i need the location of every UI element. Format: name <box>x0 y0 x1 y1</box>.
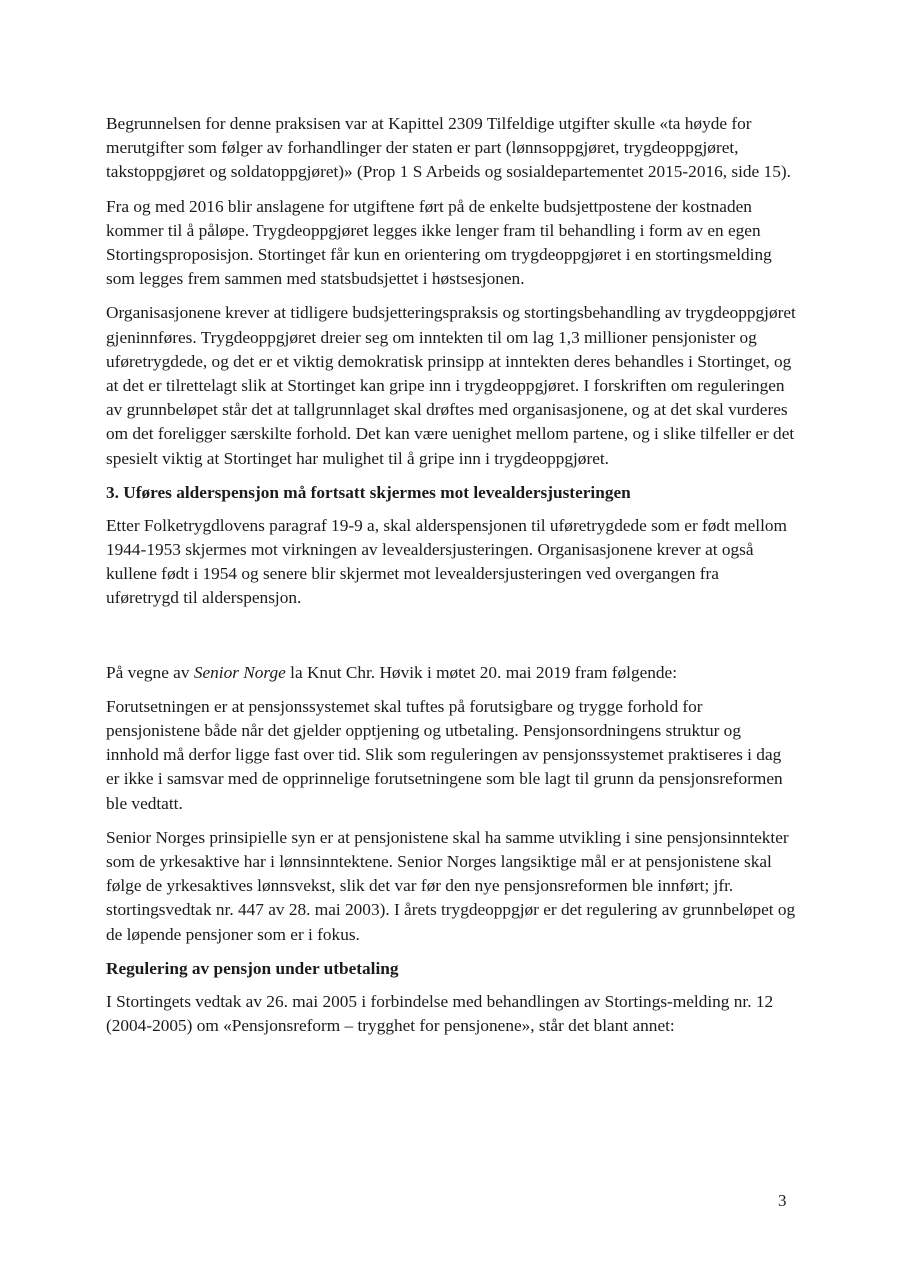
paragraph-senior-norge-intro <box>106 661 796 685</box>
paragraph-prinsipielle-syn: Senior Norges prinsipielle syn er at pensjonistene skal ha samme utvikling i sine pensjonsinntekter som de yrkesaktive har i lønnsinntektene. Senior Norges langsiktige mål er at pensjonistene skal følge de yrkesaktives lønnsvekst, slik det var før den nye pensjonsreformen ble innført; jfr. stortingsvedtak nr. 447 av 28. mai 2003). I årets trygdeoppgjør er det regulering av grunnbeløpet og de løpende pensjoner som er i fokus. <box>106 827 796 944</box>
section-spacer <box>106 621 796 661</box>
paragraph-begrunnelsen: Begrunnelsen for denne praksisen var at Kapittel 2309 Tilfeldige utgifter skulle «ta høyde for merutgifter som følger av forhandlinger der staten er part (lønnsoppgjøret, trygdeoppgjøret, takstoppgjøret og soldatoppgjøret)» (Prop 1 S Arbeids og sosialdepartementet 2015-2016, side 15). <box>106 114 791 182</box>
paragraph-forutsetningen: Forutsetningen er at pensjonssystemet skal tuftes på forutsigbare og trygge forhold for pensjonistene både når det gjelder opptjening og utbetaling. Pensjonsordningens struktur og innhold må derfor ligge fast over tid. Slik som reguleringen av pensjonssystemet praktiseres i dag er ikke i samsvar med de opprinnelige forutsetningene som ble lagt til grunn da pensjonsreformen ble vedtatt. <box>106 696 783 813</box>
page-number: 3 <box>778 1191 787 1210</box>
document-body <box>106 112 796 1048</box>
section-heading-regulering: Regulering av pensjon under utbetaling <box>106 958 399 978</box>
intro-text-after: la Knut Chr. Høvik i møtet 20. mai 2019 fram følgende: <box>285 662 678 682</box>
organization-name: Senior Norge <box>193 662 286 682</box>
paragraph-folketrygdloven: Etter Folketrygdlovens paragraf 19-9 a, skal alderspensjonen til uføretrygdede som er født mellom 1944-1953 skjermes mot virkningen av levealdersjusteringen. Organisasjonene krever at også kullene født i 1954 og senere blir skjermet mot levealdersjusteringen ved overgangen fra uføretrygd til alderspensjon. <box>106 515 787 608</box>
section-heading-ufores-alderspensjon: 3. Uføres alderspensjon må fortsatt skjermes mot levealdersjusteringen <box>106 482 631 502</box>
paragraph-fra-og-med-2016: Fra og med 2016 blir anslagene for utgiftene ført på de enkelte budsjettpostene der kostnaden kommer til å påløpe. Trygdeoppgjøret legges ikke lenger fram til behandling i form av en egen Stortingsproposisjon. Stortinget får kun en orientering om trygdeoppgjøret i en stortingsmelding som legges frem sammen med statsbudsjettet i høstsesjonen. <box>106 196 772 289</box>
paragraph-organisasjonene-krever: Organisasjonene krever at tidligere budsjetteringspraksis og stortingsbehandling av trygdeoppgjøret gjeninnføres. Trygdeoppgjøret dreier seg om inntekten til om lag 1,3 millioner pensjonister og uføretrygdede, og det er et viktig demokratisk prinsipp at inntekten deres behandles i Stortinget, og at det er tilrettelagt slik at Stortinget kan gripe inn i trygdeoppgjøret. I forskriften om reguleringen av grunnbeløpet står det at tallgrunnlaget skal drøftes med organisasjonene, og at det skal vurderes om det foreligger særskilte forhold. Det kan være uenighet mellom partene, og i slike tilfeller er det spesielt viktig at Stortinget har mulighet til å gripe inn i trygdeoppgjøret. <box>106 303 796 468</box>
intro-text-before: På vegne av <box>106 662 194 682</box>
paragraph-stortingets-vedtak: I Stortingets vedtak av 26. mai 2005 i forbindelse med behandlingen av Stortings-melding nr. 12 (2004-2005) om «Pensjonsreform – trygghet for pensjonene», står det blant annet: <box>106 991 774 1036</box>
